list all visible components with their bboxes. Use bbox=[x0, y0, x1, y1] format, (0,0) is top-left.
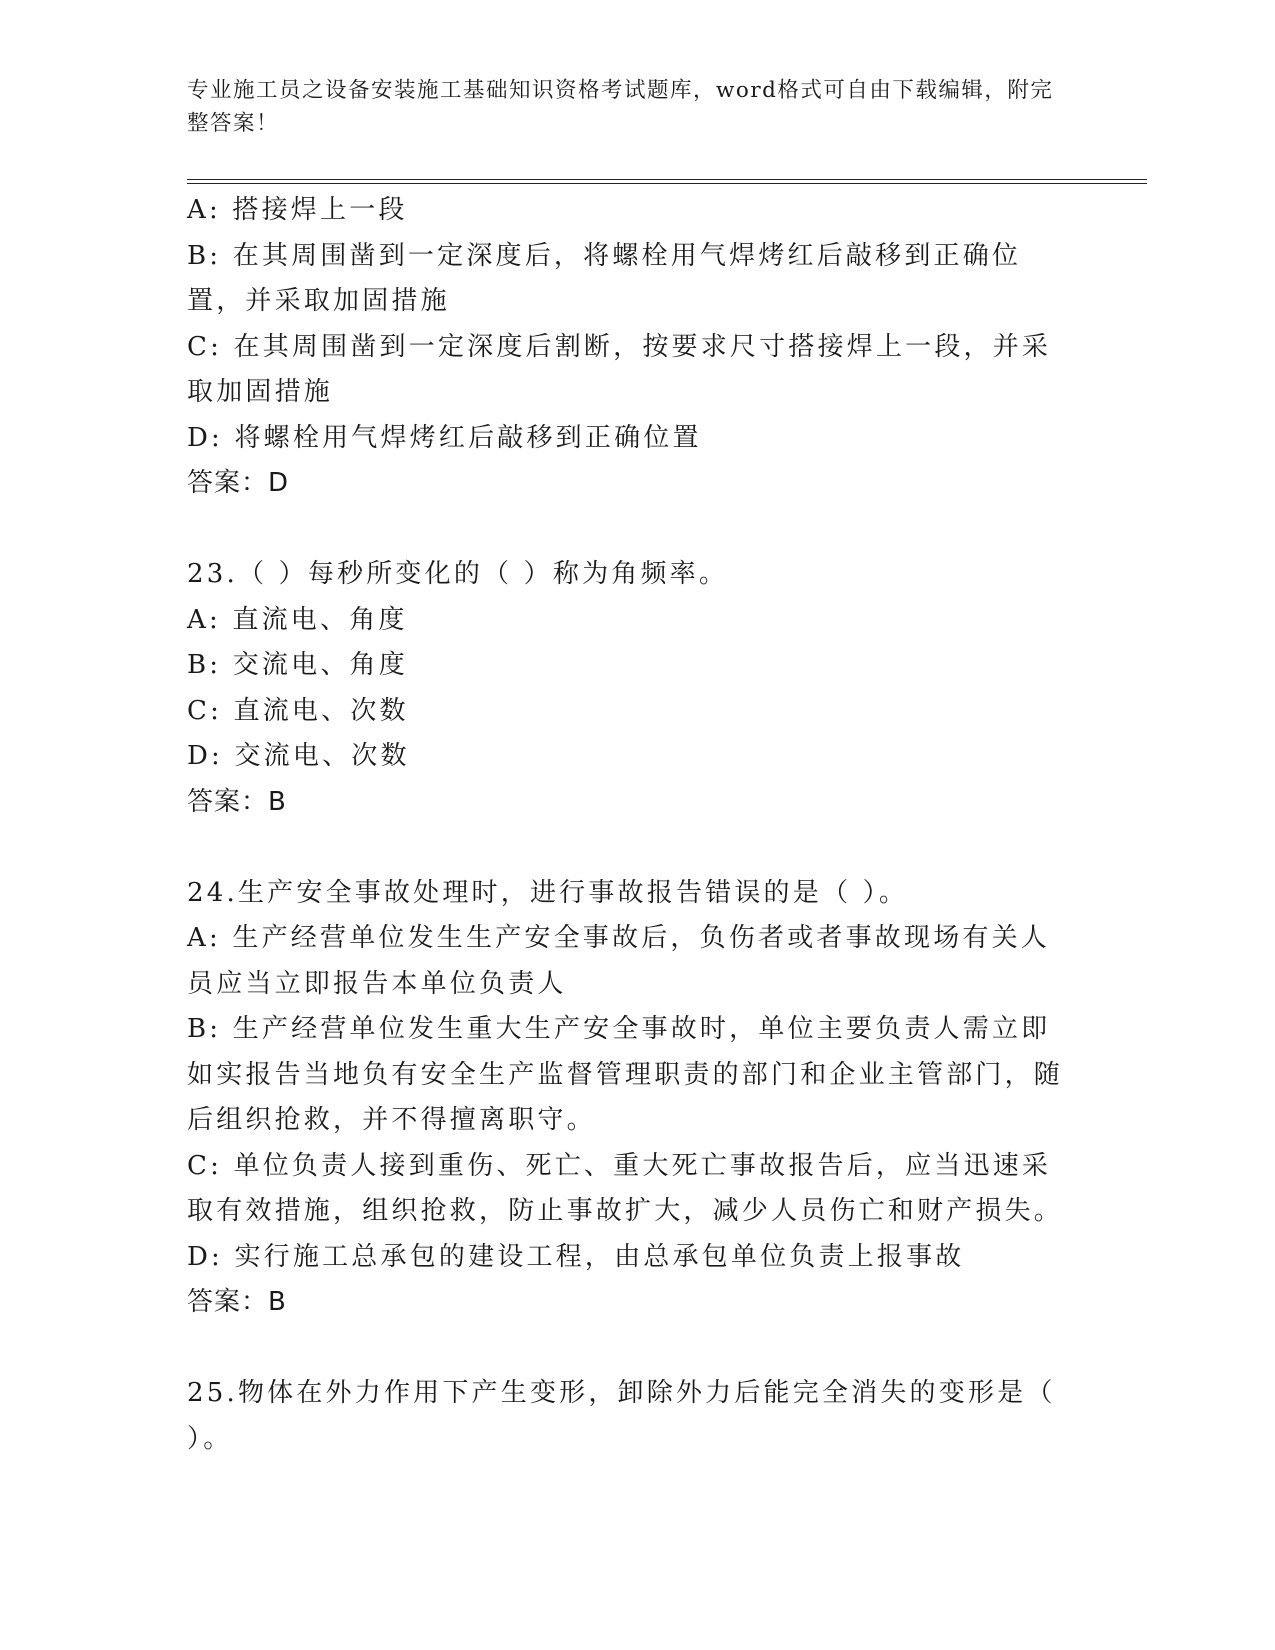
option-b: B: 生产经营单位发生重大生产安全事故时，单位主要负责人需立即如实报告当地负有安全生产监督管理职责的部门和企业主管部门，随后组织抢救，并不得擅离职守。 bbox=[187, 1014, 1064, 1135]
option-a: A: 搭接焊上一段 bbox=[187, 195, 408, 225]
option-b: B: 在其周围凿到一定深度后，将螺栓用气焊烤红后敲移到正确位置，并采取加固措施 bbox=[187, 240, 1022, 316]
option-c: C: 在其周围凿到一定深度后割断，按要求尺寸搭接焊上一段，并采取加固措施 bbox=[187, 331, 1052, 407]
option-b: B: 交流电、角度 bbox=[187, 650, 408, 680]
question-stem: 23.（ ）每秒所变化的（ ）称为角频率。 bbox=[187, 559, 729, 589]
document-header: 专业施工员之设备安装施工基础知识资格考试题库，word格式可自由下载编辑，附完整答案！ bbox=[187, 78, 1054, 136]
question-stem: 24.生产安全事故处理时，进行事故报告错误的是（ ）。 bbox=[187, 877, 909, 908]
answer: 答案：B bbox=[187, 786, 287, 817]
option-a: A: 直流电、角度 bbox=[187, 604, 408, 635]
question-stem: 25.物体在外力作用下产生变形，卸除外力后能完全消失的变形是（ ）。 bbox=[187, 1378, 1056, 1454]
option-d: D: 实行施工总承包的建设工程，由总承包单位负责上报事故 bbox=[187, 1241, 965, 1272]
prev-question-block bbox=[187, 188, 1067, 507]
option-c: C: 单位负责人接到重伤、死亡、重大死亡事故报告后，应当迅速采取有效措施，组织抢救，防止事故扩大，减少人员伤亡和财产损失。 bbox=[187, 1150, 1064, 1226]
answer: 答案：D bbox=[187, 468, 290, 498]
option-d: D: 交流电、次数 bbox=[187, 741, 410, 771]
option-d: D: 将螺栓用气焊烤红后敲移到正确位置 bbox=[187, 422, 702, 453]
option-a: A: 生产经营单位发生生产安全事故后，负伤者或者事故现场有关人员应当立即报告本单位负责人 bbox=[187, 923, 1051, 999]
answer: 答案：B bbox=[187, 1287, 287, 1317]
option-c: C: 直流电、次数 bbox=[187, 695, 409, 726]
question-23 bbox=[187, 552, 1067, 825]
question-content bbox=[187, 188, 1067, 1462]
question-25 bbox=[187, 1371, 1067, 1462]
question-24 bbox=[187, 871, 1067, 1326]
header-double-rule bbox=[187, 179, 1147, 184]
